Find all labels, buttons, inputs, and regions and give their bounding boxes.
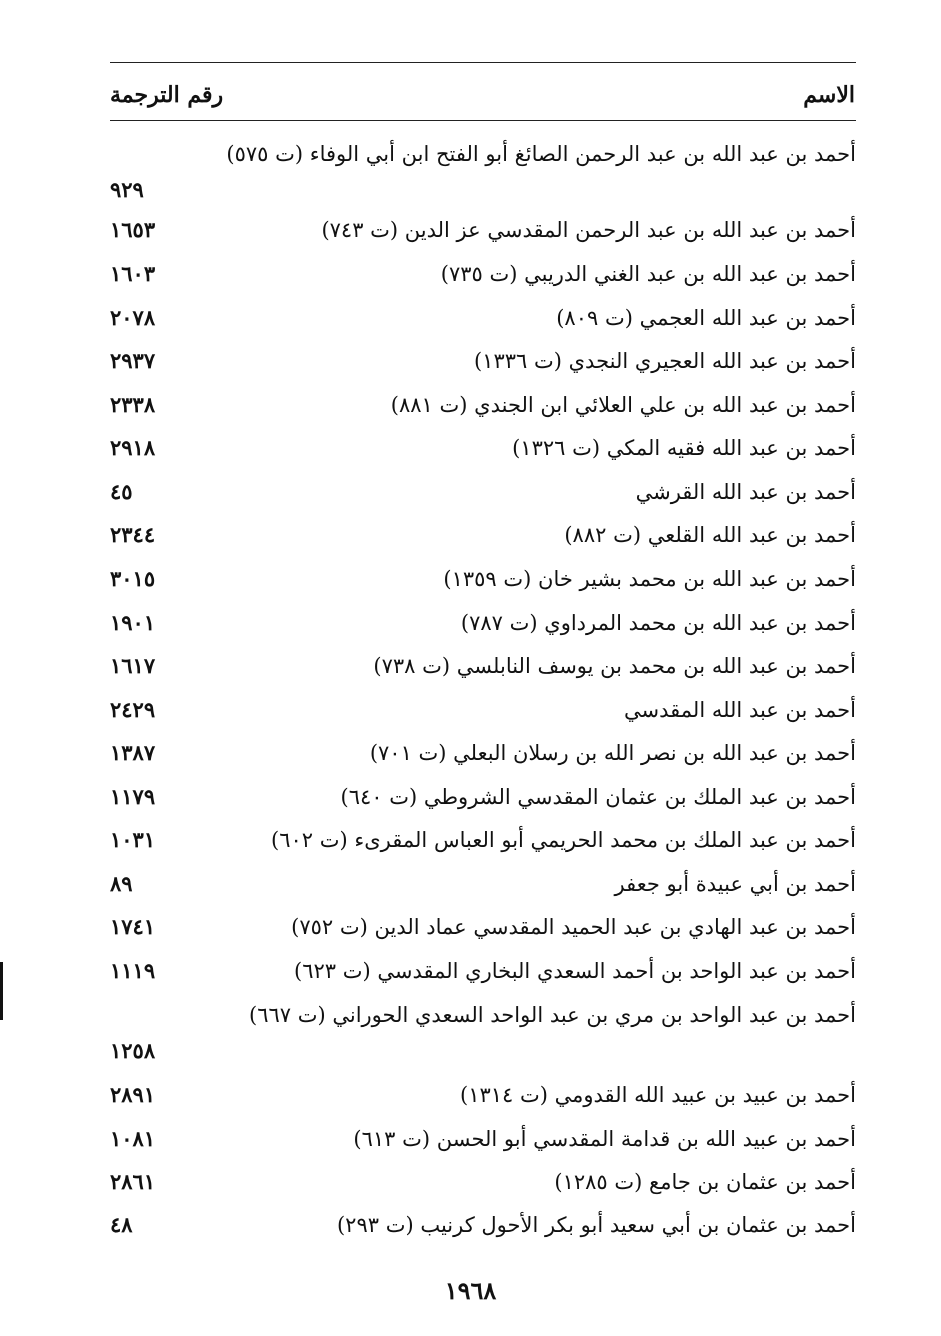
entry-number: ١٠٣١ — [110, 827, 156, 852]
entry-number: ١٦٥٣ — [110, 217, 156, 242]
page-number: ١٩٦٨ — [444, 1276, 497, 1305]
entry-number: ٢٨٦١ — [110, 1169, 156, 1194]
entry-number: ١٦٠٣ — [110, 261, 156, 286]
entry-name: أحمد بن عثمان بن أبي سعيد أبو بكر الأحول كرنيب (ت ٢٩٣) — [336, 1213, 856, 1237]
entry-name: أحمد بن عبد الملك بن عثمان المقدسي الشروطي (ت ٦٤٠) — [340, 785, 856, 809]
name-column-header: الاسم — [803, 82, 855, 108]
entry-number: ٤٨ — [110, 1212, 133, 1237]
entry-number: ٢٣٣٨ — [110, 392, 156, 417]
entry-name: أحمد بن عبيد بن عبيد الله القدومي (ت ١٣١٤) — [459, 1083, 856, 1107]
entry-name: أحمد بن عثمان بن جامع (ت ١٢٨٥) — [554, 1170, 856, 1194]
entry-name: أحمد بن عبد الهادي بن عبد الحميد المقدسي عماد الدين (ت ٧٥٢) — [291, 915, 856, 939]
entry-name: أحمد بن عبد الله القرشي — [635, 480, 856, 504]
entry-number: ٢٩٣٧ — [110, 348, 156, 373]
entry-number: ١٢٥٨ — [110, 1038, 156, 1063]
entry-number: ١٦١٧ — [110, 653, 156, 678]
entry-name: أحمد بن عبد الواحد بن أحمد السعدي البخاري المقدسي (ت ٦٢٣) — [294, 959, 856, 983]
entry-number: ٢٤٢٩ — [110, 697, 156, 722]
entry-number: ١١٧٩ — [110, 784, 156, 809]
entry-number: ٢٠٧٨ — [110, 305, 156, 330]
header-rule — [110, 120, 856, 121]
entry-number: ٢٩١٨ — [110, 435, 156, 460]
entry-number: ٤٥ — [110, 479, 133, 504]
entry-name: أحمد بن عبد الله بن عبد الرحمن الصائغ أبو الفتح ابن أبي الوفاء (ت ٥٧٥) — [226, 142, 856, 166]
entry-name: أحمد بن عبد الله بن عبد الرحمن المقدسي عز الدين (ت ٧٤٣) — [321, 218, 856, 242]
entry-name: أحمد بن أبي عبيدة أبو جعفر — [614, 872, 856, 896]
entry-name: أحمد بن عبد الله بن محمد بشير خان (ت ١٣٥٩) — [443, 567, 856, 591]
entry-number: ٨٩ — [110, 871, 133, 896]
entry-name: أحمد بن عبد الله المقدسي — [624, 698, 856, 722]
entry-number: ٩٢٩ — [110, 177, 144, 202]
entry-name: أحمد بن عبد الله بن نصر الله بن رسلان البعلي (ت ٧٠١) — [369, 741, 856, 765]
entry-name: أحمد بن عبيد الله بن قدامة المقدسي أبو الحسن (ت ٦١٣) — [353, 1127, 856, 1151]
entry-name: أحمد بن عبد الله بن عبد الغني الدريبي (ت ٧٣٥) — [440, 262, 856, 286]
entry-name: أحمد بن عبد الله فقيه المكي (ت ١٣٢٦) — [512, 436, 856, 460]
entry-name: أحمد بن عبد الله العجيري النجدي (ت ١٣٣٦) — [473, 349, 856, 373]
entry-name: أحمد بن عبد الله القلعي (ت ٨٨٢) — [564, 523, 856, 547]
number-column-header: رقم الترجمة — [110, 82, 224, 108]
entry-name: أحمد بن عبد الله بن محمد بن يوسف النابلسي (ت ٧٣٨) — [373, 654, 856, 678]
entry-number: ٢٣٤٤ — [110, 522, 156, 547]
entry-number: ٣٠١٥ — [110, 566, 156, 591]
top-rule — [110, 62, 856, 63]
entry-number: ١٣٨٧ — [110, 740, 156, 765]
entry-number: ١٧٤١ — [110, 914, 156, 939]
entry-name: أحمد بن عبد الواحد بن مري بن عبد الواحد السعدي الحوراني (ت ٦٦٧) — [249, 1003, 856, 1027]
index-entry — [110, 997, 856, 1069]
entry-name: أحمد بن عبد الله بن محمد المرداوي (ت ٧٨٧) — [460, 611, 856, 635]
entry-number: ١٠٨١ — [110, 1126, 156, 1151]
entry-number: ٢٨٩١ — [110, 1082, 156, 1107]
entry-name: أحمد بن عبد الله بن علي العلائي ابن الجندي (ت ٨٨١) — [390, 393, 856, 417]
entry-number: ١١١٩ — [110, 958, 156, 983]
index-entry — [110, 136, 856, 208]
entry-name: أحمد بن عبد الملك بن محمد الحريمي أبو العباس المقرىء (ت ٦٠٢) — [271, 828, 856, 852]
entry-name: أحمد بن عبد الله العجمي (ت ٨٠٩) — [556, 306, 856, 330]
margin-mark — [0, 962, 3, 1020]
entry-number: ١٩٠١ — [110, 610, 156, 635]
